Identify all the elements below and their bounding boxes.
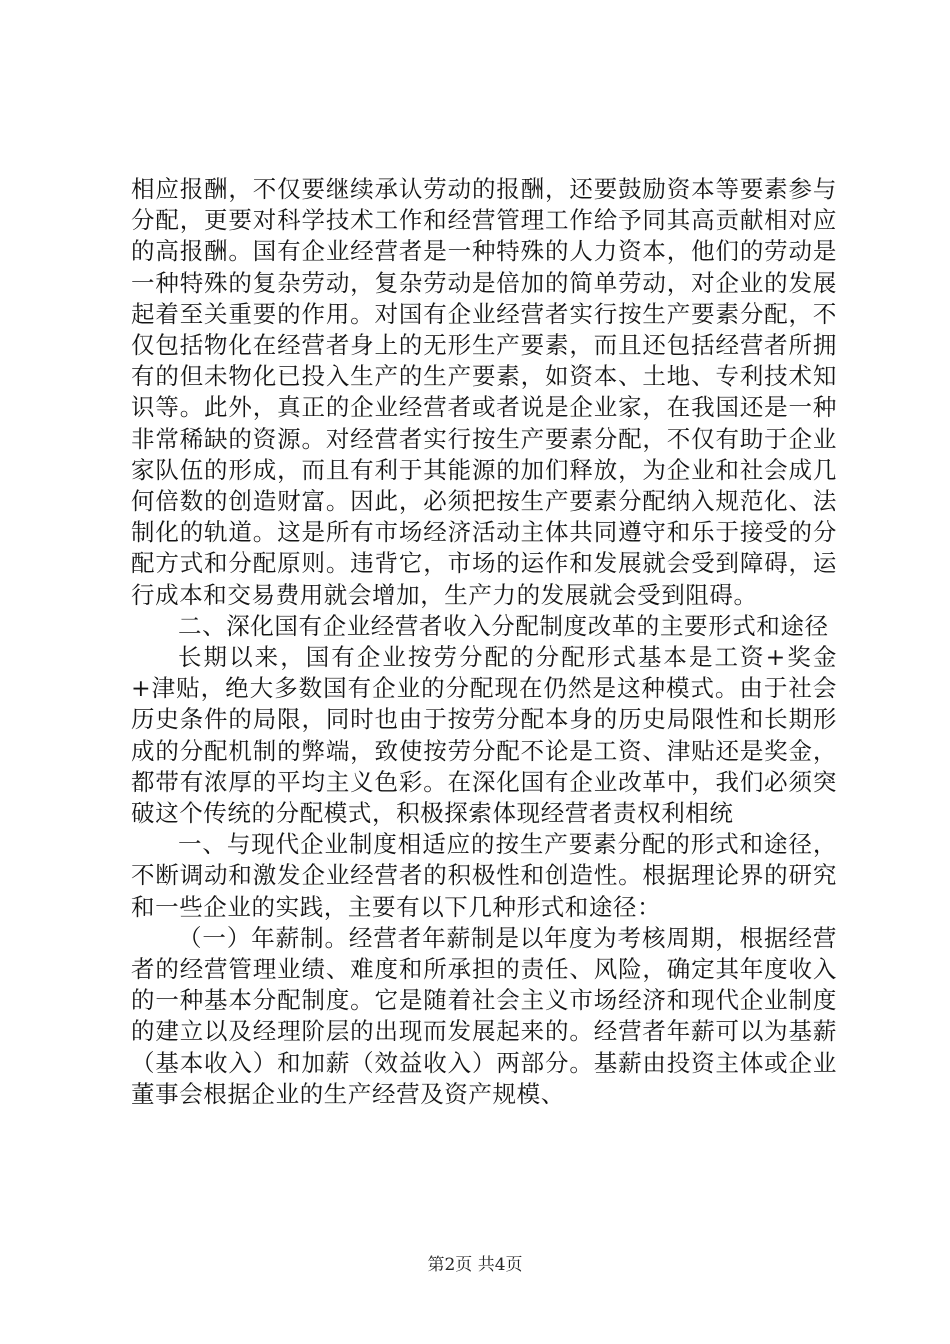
paragraph-forms-and-paths: 一、与现代企业制度相适应的按生产要素分配的形式和途径，不断调动和激发企业经营者的积极性和创造性。根据理论界的研究和一些企业的实践，主要有以下几种形式和途径： bbox=[131, 830, 837, 921]
page-number-footer: 第2页 共4页 bbox=[427, 1255, 523, 1275]
paragraph-continuation: 相应报酬，不仅要继续承认劳动的报酬，还要鼓励资本等要素参与分配，更要对科学技术工作和经营管理工作给予同其高贡献相对应的高报酬。国有企业经营者是一种特殊的人力资本，他们的劳动是一种特殊的复杂劳动，复杂劳动是倍加的简单劳动，对企业的发展起着至关重要的作用。对国有企业经营者实行按生产要素分配，不仅包括物化在经营者身上的无形生产要素，而且还包括经营者所拥有的但未物化已投入生产的生产要素，如资本、土地、专利技术知识等。此外，真正的企业经营者或者说是企业家，在我国还是一种非常稀缺的资源。对经营者实行按生产要素分配，不仅有助于企业家队伍的形成，而且有利于其能源的加们释放，为企业和社会成几何倍数的创造财富。因此，必须把按生产要素分配纳入规范化、法制化的轨道。这是所有市场经济活动主体共同遵守和乐于接受的分配方式和分配原则。违背它，市场的运作和发展就会受到障碍，运行成本和交易费用就会增加，生产力的发展就会受到阻碍。 bbox=[131, 175, 837, 609]
section-heading-2: 二、深化国有企业经营者收入分配制度改革的主要形式和途径 bbox=[178, 611, 829, 640]
paragraph-annual-salary: （一）年薪制。经营者年薪制是以年度为考核周期，根据经营者的经营管理业绩、难度和所承担的责任、风险，确定其年度收入的一种基本分配制度。它是随着社会主义市场经济和现代企业制度的建立以及经理阶层的出现而发展起来的。经营者年薪可以为基薪（基本收入）和加薪（效益收入）两部分。基薪由投资主体或企业董事会根据企业的生产经营及资产规模、 bbox=[131, 923, 837, 1108]
document-body bbox=[131, 174, 837, 1110]
paragraph-distribution-history: 长期以来，国有企业按劳分配的分配形式基本是工资+奖金+津贴，绝大多数国有企业的分配现在仍然是这种模式。由于社会历史条件的局限，同时也由于按劳分配本身的历史局限性和长期形成的分配机制的弊端，致使按劳分配不论是工资、津贴还是奖金，都带有浓厚的平均主义色彩。在深化国有企业改革中，我们必须突破这个传统的分配模式，积极探索体现经营者责权利相统 bbox=[131, 643, 837, 828]
